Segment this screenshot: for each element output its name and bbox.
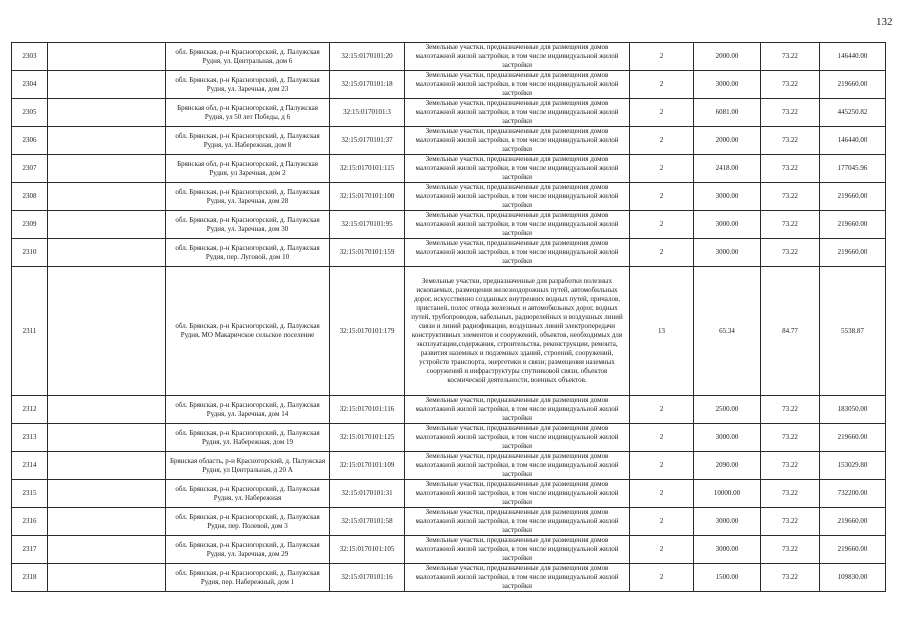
table-row — [12, 239, 886, 267]
row-number-cell: 2306 — [12, 127, 48, 155]
area-cell: 6081.00 — [694, 99, 761, 127]
specific-value-cell: 73.22 — [761, 43, 820, 71]
table-row — [12, 267, 886, 396]
cadastral-number-cell: 32:15:0170101:16 — [330, 564, 405, 592]
land-use-cell: Земельные участки, предназначенные для размещения домов малоэтажной жилой застройки, в том числе индивидуальной жилой застройки — [405, 43, 630, 71]
empty-cell — [48, 480, 166, 508]
address-cell: обл. Брянская, р-н Красногорский, д. Палужская Рудня, ул. Заречная, дом 28 — [166, 183, 330, 211]
empty-cell — [48, 43, 166, 71]
use-group-cell: 2 — [630, 536, 694, 564]
specific-value-cell: 73.22 — [761, 239, 820, 267]
empty-cell — [48, 183, 166, 211]
cadastral-value-cell: 219660.00 — [820, 508, 886, 536]
land-use-cell: Земельные участки, предназначенные для размещения домов малоэтажной жилой застройки, в том числе индивидуальной жилой застройки — [405, 127, 630, 155]
specific-value-cell: 73.22 — [761, 452, 820, 480]
empty-cell — [48, 508, 166, 536]
area-cell: 2418.00 — [694, 155, 761, 183]
address-cell: Брянская область, р-н Красногорский, д. Палужская Рудня, ул Центральная, д 20 А — [166, 452, 330, 480]
empty-cell — [48, 452, 166, 480]
land-use-cell: Земельные участки, предназначенные для разработки полезных ископаемых, размещения железнодорожных путей, автомобильных дорог, искусственно созданных внутренних водных путей, причалов, пристаней, полос отвода железных и автомобильных дорог, водных путей, трубопроводов, кабельных, радиорелейных и воздушных линий связи и линий радиофикации, воздушных линий электропередачи конструктивных элементов и сооружений, объектов, необходимых для эксплуатации,содержания, строительства, реконструкции, ремонта, развития наземных и подземных зданий, строений, сооружений, устройств транспорта, энергетики и связи; размещения наземных сооружений и инфраструктуры спутниковой связи, объектов космической деятельности, военных объектов. — [405, 267, 630, 396]
cadastral-value-cell: 109830.00 — [820, 564, 886, 592]
cadastral-number-cell: 32:15:0170101:3 — [330, 99, 405, 127]
row-number-cell: 2317 — [12, 536, 48, 564]
table-row — [12, 43, 886, 71]
table-row — [12, 183, 886, 211]
use-group-cell: 2 — [630, 564, 694, 592]
row-number-cell: 2312 — [12, 396, 48, 424]
area-cell: 1500.00 — [694, 564, 761, 592]
address-cell: обл. Брянская, р-н Красногорский, д. Палужская Рудня, пер. Набережный, дом 1 — [166, 564, 330, 592]
land-use-cell: Земельные участки, предназначенные для размещения домов малоэтажной жилой застройки, в том числе индивидуальной жилой застройки — [405, 508, 630, 536]
address-cell: Брянская обл, р-н Красногорский, д Палужская Рудня, ул Заречная, дом 2 — [166, 155, 330, 183]
specific-value-cell: 73.22 — [761, 183, 820, 211]
area-cell: 2090.00 — [694, 452, 761, 480]
cadastral-number-cell: 32:15:0170101:100 — [330, 183, 405, 211]
area-cell: 65.34 — [694, 267, 761, 396]
cadastral-value-cell: 219660.00 — [820, 239, 886, 267]
specific-value-cell: 73.22 — [761, 480, 820, 508]
land-use-cell: Земельные участки, предназначенные для размещения домов малоэтажной жилой застройки, в том числе индивидуальной жилой застройки — [405, 99, 630, 127]
empty-cell — [48, 564, 166, 592]
cadastral-number-cell: 32:15:0170101:58 — [330, 508, 405, 536]
cadastral-number-cell: 32:15:0170101:20 — [330, 43, 405, 71]
use-group-cell: 2 — [630, 211, 694, 239]
use-group-cell: 2 — [630, 239, 694, 267]
row-number-cell: 2309 — [12, 211, 48, 239]
table-row — [12, 155, 886, 183]
table-row — [12, 127, 886, 155]
address-cell: обл. Брянская, р-н Красногорский, д. Палужская Рудня, ул. Заречная, дом 14 — [166, 396, 330, 424]
table-row — [12, 396, 886, 424]
cadastral-value-cell: 183050.00 — [820, 396, 886, 424]
land-use-cell: Земельные участки, предназначенные для размещения домов малоэтажной жилой застройки, в том числе индивидуальной жилой застройки — [405, 452, 630, 480]
land-use-cell: Земельные участки, предназначенные для размещения домов малоэтажной жилой застройки, в том числе индивидуальной жилой застройки — [405, 424, 630, 452]
table-row — [12, 211, 886, 239]
address-cell: обл. Брянская, р-н Красногорский, д. Палужская Рудня, ул. Набережная, дом 8 — [166, 127, 330, 155]
row-number-cell: 2311 — [12, 267, 48, 396]
cadastral-number-cell: 32:15:0170101:159 — [330, 239, 405, 267]
cadastral-value-cell: 219660.00 — [820, 424, 886, 452]
use-group-cell: 2 — [630, 99, 694, 127]
empty-cell — [48, 71, 166, 99]
area-cell: 2000.00 — [694, 127, 761, 155]
area-cell: 3000.00 — [694, 211, 761, 239]
row-number-cell: 2313 — [12, 424, 48, 452]
land-use-cell: Земельные участки, предназначенные для размещения домов малоэтажной жилой застройки, в том числе индивидуальной жилой застройки — [405, 155, 630, 183]
cadastral-number-cell: 32:15:0170101:95 — [330, 211, 405, 239]
cadastral-value-cell: 445250.82 — [820, 99, 886, 127]
cadastral-number-cell: 32:15:0170101:109 — [330, 452, 405, 480]
address-cell: обл. Брянская, р-н Красногорский, д. Палужская Рудня, ул. Заречная, дом 29 — [166, 536, 330, 564]
cadastral-value-cell: 177045.96 — [820, 155, 886, 183]
empty-cell — [48, 424, 166, 452]
area-cell: 3000.00 — [694, 508, 761, 536]
land-use-cell: Земельные участки, предназначенные для размещения домов малоэтажной жилой застройки, в том числе индивидуальной жилой застройки — [405, 480, 630, 508]
use-group-cell: 2 — [630, 480, 694, 508]
use-group-cell: 2 — [630, 127, 694, 155]
cadastral-number-cell: 32:15:0170101:37 — [330, 127, 405, 155]
cadastral-number-cell: 32:15:0170101:31 — [330, 480, 405, 508]
cadastral-number-cell: 32:15:0170101:105 — [330, 536, 405, 564]
row-number-cell: 2308 — [12, 183, 48, 211]
address-cell: Брянская обл, р-н Красногорский, д Палужская Рудня, ул 50 лет Победы, д 6 — [166, 99, 330, 127]
cadastral-number-cell: 32:15:0170101:179 — [330, 267, 405, 396]
address-cell: обл. Брянская, р-н Красногорский, д. Палужская Рудня, пер. Полевой, дом 3 — [166, 508, 330, 536]
address-cell: обл. Брянская, р-н Красногорский, д. Палужская Рудня, ул. Заречная, дом 23 — [166, 71, 330, 99]
cadastral-value-cell: 732200.00 — [820, 480, 886, 508]
table-body — [12, 43, 886, 592]
address-cell: обл. Брянская, р-н Красногорский, д. Палужская Рудня, ул. Набережная — [166, 480, 330, 508]
table-row — [12, 71, 886, 99]
table-row — [12, 508, 886, 536]
row-number-cell: 2316 — [12, 508, 48, 536]
cadastral-number-cell: 32:15:0170101:115 — [330, 155, 405, 183]
table-row — [12, 452, 886, 480]
specific-value-cell: 73.22 — [761, 508, 820, 536]
cadastral-value-cell: 219660.00 — [820, 183, 886, 211]
table-row — [12, 536, 886, 564]
specific-value-cell: 73.22 — [761, 396, 820, 424]
empty-cell — [48, 239, 166, 267]
page-number: 132 — [876, 16, 893, 28]
cadastral-value-cell: 219660.00 — [820, 71, 886, 99]
use-group-cell: 2 — [630, 452, 694, 480]
table-row — [12, 99, 886, 127]
land-use-cell: Земельные участки, предназначенные для размещения домов малоэтажной жилой застройки, в том числе индивидуальной жилой застройки — [405, 211, 630, 239]
table-row — [12, 480, 886, 508]
area-cell: 2000.00 — [694, 43, 761, 71]
area-cell: 3000.00 — [694, 536, 761, 564]
land-use-cell: Земельные участки, предназначенные для размещения домов малоэтажной жилой застройки, в том числе индивидуальной жилой застройки — [405, 536, 630, 564]
cadastral-value-cell: 146440.00 — [820, 43, 886, 71]
land-use-cell: Земельные участки, предназначенные для размещения домов малоэтажной жилой застройки, в том числе индивидуальной жилой застройки — [405, 396, 630, 424]
row-number-cell: 2315 — [12, 480, 48, 508]
area-cell: 3000.00 — [694, 71, 761, 99]
table-row — [12, 424, 886, 452]
table-row — [12, 564, 886, 592]
empty-cell — [48, 396, 166, 424]
cadastral-value-cell: 219660.00 — [820, 536, 886, 564]
specific-value-cell: 73.22 — [761, 155, 820, 183]
land-use-cell: Земельные участки, предназначенные для размещения домов малоэтажной жилой застройки, в том числе индивидуальной жилой застройки — [405, 564, 630, 592]
empty-cell — [48, 99, 166, 127]
cadastral-value-cell: 5538.87 — [820, 267, 886, 396]
specific-value-cell: 73.22 — [761, 424, 820, 452]
land-use-cell: Земельные участки, предназначенные для размещения домов малоэтажной жилой застройки, в том числе индивидуальной жилой застройки — [405, 71, 630, 99]
cadastral-number-cell: 32:15:0170101:125 — [330, 424, 405, 452]
cadastral-registry-table — [11, 42, 886, 592]
area-cell: 10000.00 — [694, 480, 761, 508]
use-group-cell: 2 — [630, 155, 694, 183]
use-group-cell: 2 — [630, 71, 694, 99]
row-number-cell: 2318 — [12, 564, 48, 592]
address-cell: обл. Брянская, р-н Красногорский, д. Палужская Рудня, ул. Заречная, дом 30 — [166, 211, 330, 239]
specific-value-cell: 73.22 — [761, 536, 820, 564]
use-group-cell: 2 — [630, 43, 694, 71]
address-cell: обл. Брянская, р-н Красногорский, д. Палужская Рудня, пер. Луговой, дом 10 — [166, 239, 330, 267]
specific-value-cell: 84.77 — [761, 267, 820, 396]
cadastral-number-cell: 32:15:0170101:18 — [330, 71, 405, 99]
area-cell: 3000.00 — [694, 183, 761, 211]
empty-cell — [48, 155, 166, 183]
cadastral-value-cell: 219660.00 — [820, 211, 886, 239]
area-cell: 2500.00 — [694, 396, 761, 424]
specific-value-cell: 73.22 — [761, 211, 820, 239]
cadastral-number-cell: 32:15:0170101:116 — [330, 396, 405, 424]
land-use-cell: Земельные участки, предназначенные для размещения домов малоэтажной жилой застройки, в том числе индивидуальной жилой застройки — [405, 183, 630, 211]
specific-value-cell: 73.22 — [761, 127, 820, 155]
use-group-cell: 2 — [630, 183, 694, 211]
use-group-cell: 2 — [630, 424, 694, 452]
empty-cell — [48, 127, 166, 155]
specific-value-cell: 73.22 — [761, 71, 820, 99]
area-cell: 3000.00 — [694, 239, 761, 267]
address-cell: обл. Брянская, р-н Красногорский, д. Палужская Рудня, ул. Центральная, дом 6 — [166, 43, 330, 71]
use-group-cell: 2 — [630, 396, 694, 424]
empty-cell — [48, 211, 166, 239]
cadastral-value-cell: 153029.80 — [820, 452, 886, 480]
land-use-cell: Земельные участки, предназначенные для размещения домов малоэтажной жилой застройки, в том числе индивидуальной жилой застройки — [405, 239, 630, 267]
row-number-cell: 2304 — [12, 71, 48, 99]
empty-cell — [48, 536, 166, 564]
address-cell: обл. Брянская, р-н Красногорский, д. Палужская Рудня, ул. Набережная, дом 19 — [166, 424, 330, 452]
specific-value-cell: 73.22 — [761, 99, 820, 127]
row-number-cell: 2303 — [12, 43, 48, 71]
area-cell: 3000.00 — [694, 424, 761, 452]
cadastral-value-cell: 146440.00 — [820, 127, 886, 155]
address-cell: обл. Брянская, р-н Красногорский, д. Палужская Рудня, МО Макаричское сельское поселение — [166, 267, 330, 396]
specific-value-cell: 73.22 — [761, 564, 820, 592]
row-number-cell: 2305 — [12, 99, 48, 127]
row-number-cell: 2314 — [12, 452, 48, 480]
row-number-cell: 2307 — [12, 155, 48, 183]
empty-cell — [48, 267, 166, 396]
use-group-cell: 13 — [630, 267, 694, 396]
use-group-cell: 2 — [630, 508, 694, 536]
row-number-cell: 2310 — [12, 239, 48, 267]
